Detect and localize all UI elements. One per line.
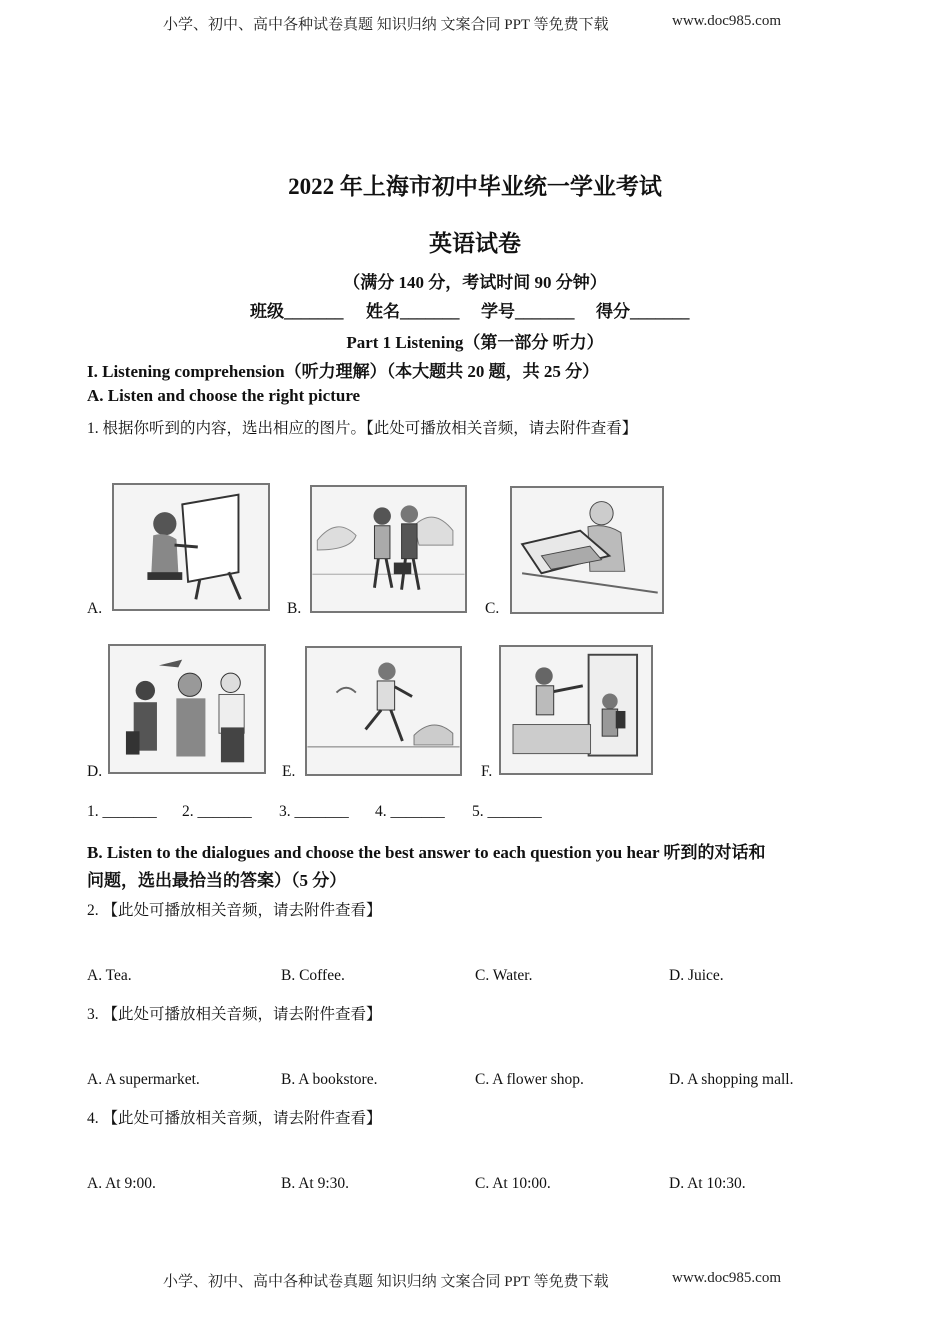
section-b-heading-line2: 问题，选出最拾当的答案）（5 分） [87, 871, 347, 890]
picture-label-d: D. [87, 763, 103, 780]
picture-label-f: F. [481, 763, 493, 780]
q1-instruction: 1. 根据你听到的内容，选出相应的图片。【此处可播放相关音频，请去附件查看】 [87, 420, 638, 437]
footer-url[interactable]: www.doc985.com [672, 1270, 782, 1286]
question-4-prompt: 4. 【此处可播放相关音频，请去附件查看】 [87, 1110, 382, 1127]
header-url[interactable]: www.doc985.com [672, 13, 782, 29]
picture-f-boy-at-door [499, 645, 653, 775]
picture-label-a: A. [87, 600, 103, 617]
question-3-prompt: 3. 【此处可播放相关音频，请去附件查看】 [87, 1006, 382, 1023]
field-class: 班级_______ [250, 302, 344, 321]
field-student-id: 学号_______ [481, 302, 575, 321]
picture-b-two-children-walking [310, 485, 467, 613]
answer-blank-5[interactable]: 5. _______ [472, 803, 542, 820]
question-3-option-d[interactable]: D. A shopping mall. [669, 1071, 794, 1088]
question-4-option-d[interactable]: D. At 10:30. [669, 1175, 746, 1192]
question-3-option-b[interactable]: B. A bookstore. [281, 1071, 378, 1088]
answer-blank-2[interactable]: 2. _______ [182, 803, 252, 820]
picture-label-b: B. [287, 600, 302, 617]
answer-blank-4[interactable]: 4. _______ [375, 803, 445, 820]
question-4-option-b[interactable]: B. At 9:30. [281, 1175, 350, 1192]
question-4-option-c[interactable]: C. At 10:00. [475, 1175, 551, 1192]
question-3-option-c[interactable]: C. A flower shop. [475, 1071, 584, 1088]
question-2-option-c[interactable]: C. Water. [475, 967, 533, 984]
question-2-option-b[interactable]: B. Coffee. [281, 967, 345, 984]
footer-text: 小学、初中、高中各种试卷真题 知识归纳 文案合同 PPT 等免费下载 [163, 1274, 609, 1290]
picture-a-girl-painting [112, 483, 270, 611]
question-3-option-a[interactable]: A. A supermarket. [87, 1071, 200, 1088]
field-name: 姓名_______ [366, 302, 460, 321]
field-score: 得分_______ [596, 302, 690, 321]
header-text: 小学、初中、高中各种试卷真题 知识归纳 文案合同 PPT 等免费下载 [163, 17, 609, 33]
picture-d-travellers-with-luggage [108, 644, 266, 774]
question-2-option-a[interactable]: A. Tea. [87, 967, 132, 984]
exam-title: 2022 年上海市初中毕业统一学业考试 [288, 174, 662, 199]
picture-label-e: E. [282, 763, 296, 780]
answer-blank-1[interactable]: 1. _______ [87, 803, 157, 820]
part-heading: Part 1 Listening（第一部分 听力） [346, 333, 604, 352]
picture-e-boy-running [305, 646, 462, 776]
section-i-heading: I. Listening comprehension（听力理解）（本大题共 20 题，共 25 分） [87, 362, 600, 381]
picture-label-c: C. [485, 600, 500, 617]
answer-blank-3[interactable]: 3. _______ [279, 803, 349, 820]
section-b-heading-line1: B. Listen to the dialogues and choose the best answer to each question you hear 听到的对话和 [87, 843, 766, 862]
picture-c-person-at-desk [510, 486, 664, 614]
question-2-option-d[interactable]: D. Juice. [669, 967, 724, 984]
question-2-prompt: 2. 【此处可播放相关音频，请去附件查看】 [87, 902, 382, 919]
question-4-option-a[interactable]: A. At 9:00. [87, 1175, 156, 1192]
exam-subtitle: 英语试卷 [429, 231, 521, 256]
exam-meta: （满分 140 分，考试时间 90 分钟） [343, 273, 607, 292]
section-a-heading: A. Listen and choose the right picture [87, 386, 361, 405]
